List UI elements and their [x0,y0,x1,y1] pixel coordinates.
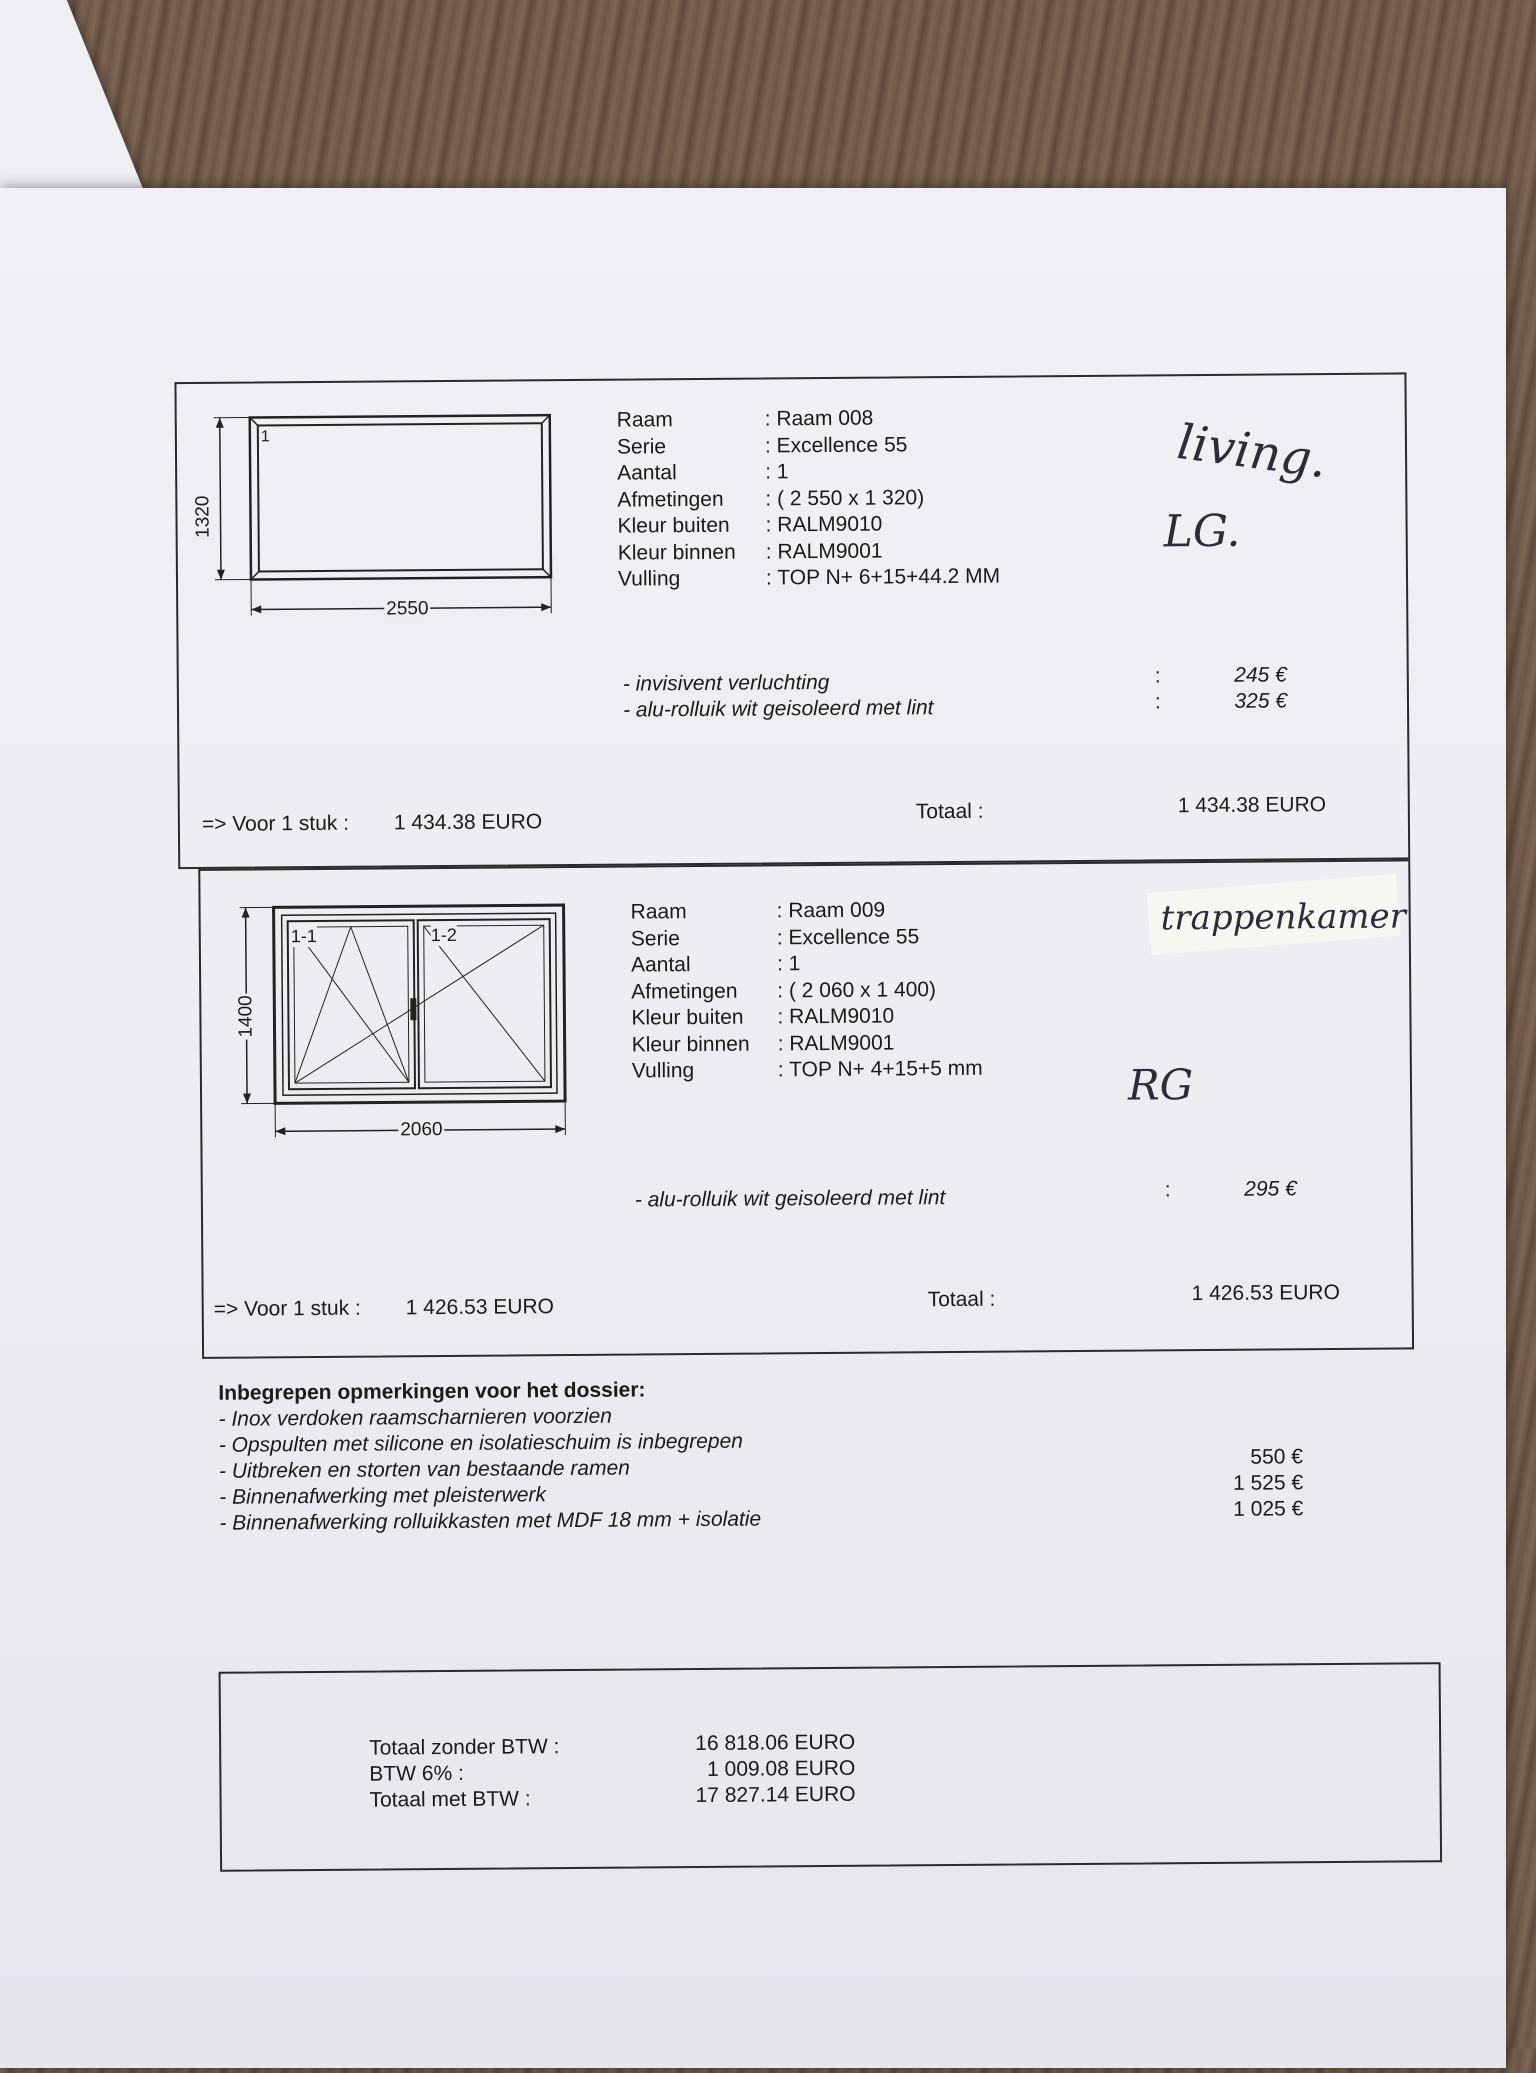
remark-price: 1 025 € [1183,1497,1303,1522]
window-008-total-value: 1 434.38 EURO [1178,793,1326,818]
option-colon: : [1155,664,1161,688]
spec-label: Afmetingen [617,487,723,512]
document-body [0,182,1514,2073]
window-009-per-piece-label: => Voor 1 stuk : [214,1297,361,1322]
window-009-width-label: 2060 [398,1119,444,1141]
total-value: 16 818.06 EURO [645,1731,855,1757]
total-value: 1 009.08 EURO [645,1757,855,1783]
spec-value: : Raam 008 [765,407,874,432]
window-008-option-price: 245 € [1187,663,1287,688]
spec-value: : RALM9001 [766,539,883,564]
window-008-sash-label: 1 [261,428,270,446]
spec-label: Aantal [617,461,677,485]
handwritten-note-lg: LG. [1163,506,1240,558]
spec-label: Raam [631,900,687,924]
option-colon: : [1155,690,1161,714]
spec-label: Kleur buiten [631,1006,743,1031]
spec-label: Afmetingen [631,979,737,1004]
spec-value: : ( 2 060 x 1 400) [777,978,936,1003]
window-009-total-label: Totaal : [928,1288,996,1313]
spec-label: Kleur binnen [632,1032,750,1057]
spec-value: : Raam 009 [777,899,886,924]
spec-label: Vulling [632,1059,694,1083]
window-008-width-label: 2550 [384,598,430,620]
spec-label: Kleur binnen [618,540,736,565]
total-label: Totaal met BTW : [369,1787,530,1812]
window-008-per-piece-value: 1 434.38 EURO [394,810,542,835]
remark-item: - Inox verdoken raamscharnieren voorzien [218,1405,612,1432]
spec-value: : TOP N+ 4+15+5 mm [778,1057,983,1083]
spec-value: : RALM9010 [777,1004,894,1029]
remark-item: - Uitbreken en storten van bestaande ramen [219,1457,630,1484]
window-008-drawing [200,409,582,622]
remark-item: - Binnenafwerking rolluikkasten met MDF 18 mm + isolatie [219,1508,761,1536]
total-label: BTW 6% : [369,1762,464,1787]
spec-label: Kleur buiten [617,514,729,539]
spec-label: Serie [617,435,666,459]
window-009-option-price: 295 € [1197,1177,1297,1202]
window-008-option: - alu-rolluik wit geisoleerd met lint [623,696,934,722]
window-008-total-label: Totaal : [916,800,984,825]
spec-label: Vulling [618,567,680,591]
remark-item: - Opspulten met silicone en isolatieschuim is inbegrepen [219,1430,743,1458]
spec-value: : 1 [765,460,789,484]
spec-value: : RALM9010 [765,513,882,538]
window-009-sash-left-label: 1-1 [291,926,317,947]
total-label: Totaal zonder BTW : [369,1735,559,1760]
quote-page [0,188,1506,2068]
remark-price: 1 525 € [1183,1471,1303,1496]
window-008-per-piece-label: => Voor 1 stuk : [202,812,349,837]
window-009-height-label: 1400 [235,993,257,1039]
remark-price: 550 € [1183,1445,1303,1470]
window-008-option: - invisivent verluchting [623,671,830,697]
remarks-title: Inbegrepen opmerkingen voor het dossier: [218,1378,645,1405]
window-008-height-label: 1320 [192,494,214,540]
option-colon: : [1165,1178,1171,1202]
total-value: 17 827.14 EURO [645,1783,855,1809]
handwritten-note-rg: RG [1128,1060,1194,1110]
handwritten-note-trappenkamer: trappenkamer [1161,896,1407,938]
spec-value: : TOP N+ 6+15+44.2 MM [766,565,1000,591]
window-009-total-value: 1 426.53 EURO [1192,1281,1340,1306]
window-009-per-piece-value: 1 426.53 EURO [406,1295,554,1320]
spec-label: Serie [631,927,680,951]
spec-label: Raam [617,408,673,432]
remark-item: - Binnenafwerking met pleisterwerk [219,1483,546,1510]
window-009-option: - alu-rolluik wit geisoleerd met lint [635,1186,946,1212]
spec-value: : Excellence 55 [765,433,908,458]
handwritten-note-living: living. [1174,414,1330,489]
window-008-option-price: 325 € [1187,689,1287,714]
spec-value: : 1 [777,952,801,976]
spec-value: : RALM9001 [778,1031,895,1056]
spec-value: : Excellence 55 [777,925,920,950]
spec-value: : ( 2 550 x 1 320) [765,486,924,511]
window-009-drawing [224,899,586,1142]
window-009-sash-right-label: 1-2 [431,925,457,946]
spec-label: Aantal [631,953,691,977]
